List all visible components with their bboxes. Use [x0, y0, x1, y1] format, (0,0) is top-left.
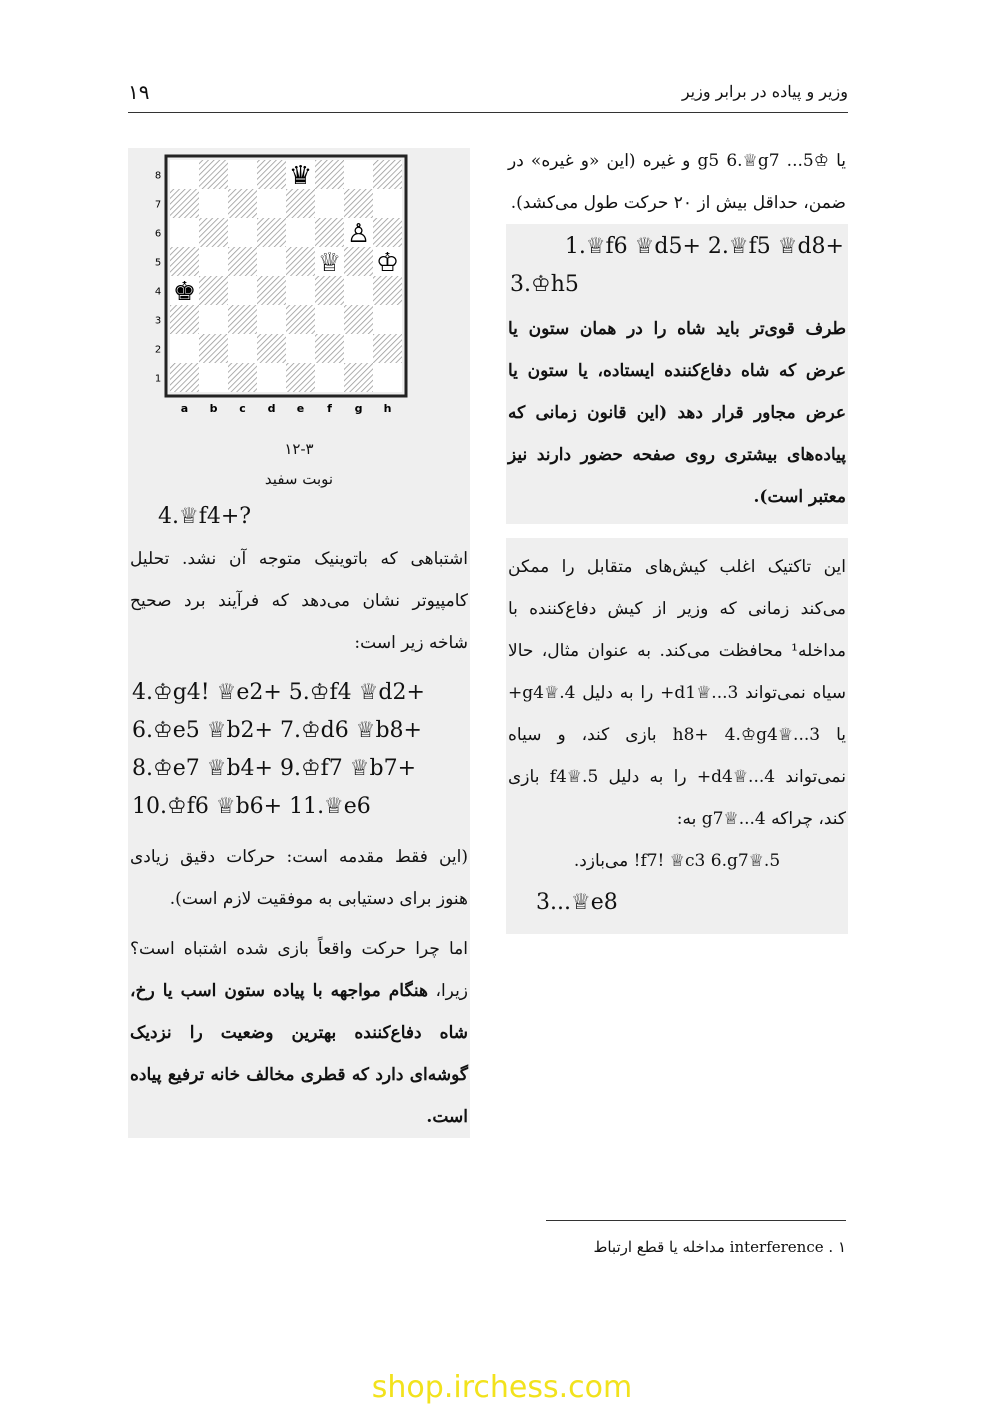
board-square: [286, 276, 315, 305]
rank-label: 8: [154, 170, 162, 182]
intro-note: (این فقط مقدمه است: حرکات دقیق زیادی هنوز برای دستیابی به موفقیت لازم است).: [130, 847, 468, 909]
right-column: [506, 140, 848, 934]
board-square: [373, 189, 402, 218]
board-square: [344, 363, 373, 392]
board-square: [315, 334, 344, 363]
rank-label: 6: [154, 228, 162, 240]
rule-paragraph: طرف قوی‌تر باید شاه را در همان ستون یا عرض که شاه دفاع‌کننده ایستاده، یا ستون یا عرض مجاور قرار دهد (این قانون زمانی که پیاده‌های بیشتری روی صفحه حضور دارند نیز معتبر است).: [508, 319, 846, 507]
board-square: [228, 189, 257, 218]
why-paragraph: [128, 928, 470, 1138]
board-square: [199, 334, 228, 363]
main-line-moves: [506, 224, 848, 308]
board-square: [228, 276, 257, 305]
board-square: [344, 160, 373, 189]
rank-label: 2: [154, 344, 162, 356]
main-line-box: [506, 224, 848, 524]
losing-line: 5.♕f7! ♕c3 6.g7! می‌بازد.: [573, 851, 781, 871]
black-king: ♚: [172, 277, 197, 307]
board-square: [257, 160, 286, 189]
footnote: ۱ . interference مداخله یا قطع ارتباط: [593, 1238, 846, 1256]
board-square: [228, 305, 257, 334]
winning-line: [128, 670, 470, 830]
winning-line-2: 6.♔e5 ♕b2+ 7.♔d6 ♕b8+: [132, 718, 422, 743]
chess-board: [146, 154, 446, 424]
winning-line-4: 10.♔f6 ♕b6+ 11.♕e6: [132, 794, 371, 819]
board-square: [199, 218, 228, 247]
white-queen: ♕: [317, 248, 342, 278]
board-square: [199, 189, 228, 218]
board-square: [257, 247, 286, 276]
board-square: [170, 247, 199, 276]
rank-label: 4: [154, 286, 162, 298]
board-square: [170, 160, 199, 189]
board-square: [286, 305, 315, 334]
board-square: [228, 218, 257, 247]
board-square: [170, 363, 199, 392]
board-square: [170, 189, 199, 218]
page-number: ۱۹: [128, 80, 150, 104]
white-pawn: ♙: [346, 219, 371, 249]
board-square: [257, 334, 286, 363]
watermark: shop.irchess.com: [371, 1370, 633, 1405]
board-square: [257, 305, 286, 334]
board-square: [286, 189, 315, 218]
mistake-paragraph: اشتباهی که باتوینیک متوجه آن نشد. تحلیل کامپیوتر نشان می‌دهد که فرآیند برد صحیح شاخه زیر است:: [130, 549, 468, 653]
tactic-paragraph: این تاکتیک اغلب کیش‌های متقابل را ممکن می‌کند زمانی که وزیر از کیش دفاع‌کننده با مداخله¹ محافظت می‌کند. به عنوان مثال، حالا سیاه نمی‌تواند 3...♕d1+ را به دلیل 4.♕g4+ یا 3...♕h8+ 4.♔g4 بازی کند، و سیاه نمی‌تواند 4...♕d4+ را به دلیل 5.♕f4 بازی کند، چراکه 4...♕g7 به:: [508, 557, 846, 829]
rank-label: 5: [154, 257, 162, 269]
board-square: [315, 218, 344, 247]
rank-label: 1: [154, 373, 162, 385]
board-square: [373, 334, 402, 363]
board-square: [344, 334, 373, 363]
file-label: b: [209, 402, 218, 415]
winning-line-1: 4.♔g4! ♕e2+ 5.♔f4 ♕d2+: [132, 680, 425, 705]
file-label: h: [383, 402, 392, 415]
running-title: وزیر و پیاده در برابر وزیر: [681, 82, 848, 101]
main-line-moves-2: 3.♔h5: [510, 272, 579, 297]
board-square: [286, 218, 315, 247]
black-queen: ♛: [288, 161, 313, 191]
board-square: [315, 160, 344, 189]
move-question: 4.♕f4+?: [158, 504, 252, 529]
board-square: [373, 276, 402, 305]
board-square: [170, 305, 199, 334]
board-square: [257, 276, 286, 305]
board-square: [286, 247, 315, 276]
board-square: [170, 218, 199, 247]
diagram-number: ۱۲-۳: [284, 440, 314, 458]
board-square: [199, 160, 228, 189]
left-column: [128, 148, 470, 1138]
board-square: [228, 363, 257, 392]
header-divider: [128, 112, 848, 113]
board-square: [344, 305, 373, 334]
main-line-moves-1: 1.♕f6 ♕d5+ 2.♕f5 ♕d8+: [564, 234, 844, 259]
board-square: [315, 363, 344, 392]
board-square: [228, 160, 257, 189]
board-square: [228, 247, 257, 276]
tactic-box: [506, 538, 848, 934]
board-square: [286, 363, 315, 392]
board-square: [199, 305, 228, 334]
file-label: d: [267, 402, 276, 415]
move-3-e8: 3...♕e8: [536, 890, 618, 915]
winning-line-3: 8.♔e7 ♕b4+ 9.♔f7 ♕b7+: [132, 756, 417, 781]
board-square: [257, 218, 286, 247]
why-bold: هنگام مواجهه با پیاده ستون اسب یا رخ، شاه دفاع‌کننده بهترین وضعیت را نزدیک گوشه‌ای دارد که قطری مخالف خانه ترفیع پیاده است.: [130, 981, 468, 1127]
board-square: [199, 363, 228, 392]
file-label: e: [296, 402, 305, 415]
diagram-caption: نوبت سفید: [264, 470, 334, 488]
board-square: [373, 160, 402, 189]
footnote-divider: [546, 1220, 846, 1221]
intro-paragraph: یا ♔g5 6.♕g7 ...5 و غیره (این «و غیره» در ضمن، حداقل بیش از ۲۰ حرکت طول می‌کشد).: [508, 151, 846, 213]
board-square: [373, 305, 402, 334]
file-label: c: [239, 402, 246, 415]
board-square: [344, 189, 373, 218]
rank-label: 7: [154, 199, 162, 211]
board-square: [170, 334, 199, 363]
board-square: [373, 218, 402, 247]
rank-label: 3: [154, 315, 162, 327]
why-plain: اما چرا حرکت واقعاً بازی شده اشتباه است؟ زیرا،: [130, 939, 469, 1001]
board-square: [199, 247, 228, 276]
board-square: [344, 247, 373, 276]
board-square: [315, 276, 344, 305]
file-label: g: [354, 402, 363, 415]
white-king: ♔: [375, 248, 400, 278]
board-square: [228, 334, 257, 363]
board-square: [199, 276, 228, 305]
board-square: [315, 305, 344, 334]
board-square: [344, 276, 373, 305]
file-label: f: [327, 402, 332, 415]
board-square: [257, 189, 286, 218]
board-square: [286, 334, 315, 363]
board-square: [373, 363, 402, 392]
file-label: a: [180, 402, 189, 415]
board-square: [315, 189, 344, 218]
page-header: [128, 78, 848, 108]
board-square: [257, 363, 286, 392]
